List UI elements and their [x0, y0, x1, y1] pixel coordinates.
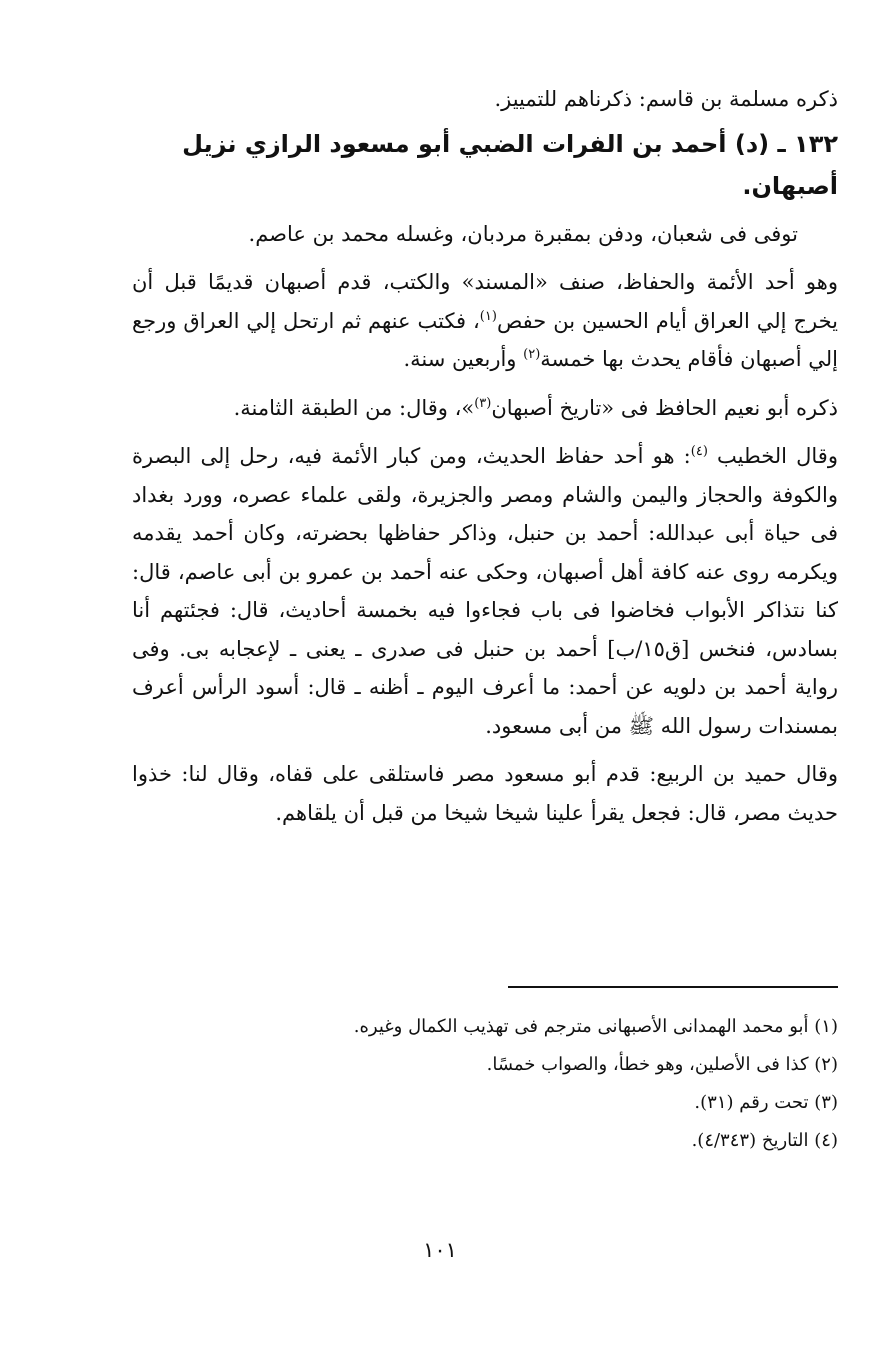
footnotes	[132, 1008, 838, 1160]
footnote-ref-4[interactable]: (٤)	[690, 444, 708, 459]
paragraph-abu-nuaym-part-1: ذكره أبو نعيم الحافظ فى «تاريخ أصبهان	[491, 395, 838, 420]
paragraph-death: توفى فى شعبان، ودفن بمقبرة مردبان، وغسله محمد بن عاصم.	[248, 221, 798, 246]
footnote-ref-3[interactable]: (٣)	[474, 395, 492, 411]
footnote-2: (٢) كذا فى الأصلين، وهو خطأ، والصواب خمسًا.	[486, 1054, 838, 1075]
footnote-4: (٤) التاريخ (٤/٣٤٣).	[691, 1130, 838, 1151]
main-text	[132, 80, 838, 842]
footnote-ref-1[interactable]: (١)	[479, 308, 497, 324]
entry-heading: ١٣٢ ـ (د) أحمد بن الفرات الضبي أبو مسعود الرازي نزيل أصبهان.	[182, 129, 838, 200]
paragraph-khatib-part-1: وقال الخطيب	[707, 444, 838, 468]
paragraph-biography-part-1: وهو أحد الأئمة والحفاظ، صنف «المسند» والكتب، قدم أصبهان قديمًا قبل أن يخرج إلي العراق أيام الحسين بن حفص	[132, 270, 838, 333]
footnote-divider	[508, 986, 838, 988]
paragraph-khatib	[132, 437, 838, 745]
page-number: ١٠١	[423, 1238, 457, 1262]
paragraph-biography-part-3: وأربعين سنة.	[403, 347, 524, 371]
opening-line: ذكره مسلمة بن قاسم: ذكرناهم للتمييز.	[494, 87, 838, 111]
paragraph-humayd: وقال حميد بن الربيع: قدم أبو مسعود مصر فاستلقى على قفاه، وقال لنا: خذوا حديث مصر، قال: فجعل يقرأ علينا شيخا شيخا من قبل أن يلقاهم.	[132, 762, 838, 825]
paragraph-abu-nuaym-part-2: »، وقال: من الطبقة الثامنة.	[233, 395, 475, 420]
paragraph-khatib-part-2: : هو أحد حفاظ الحديث، ومن كبار الأئمة فيه، رحل إلى البصرة والكوفة والحجاز واليمن والشام ومصر والجزيرة، ولقى علماء عصره، وورد بغداد فى حياة أبى عبدالله: أحمد بن حنبل، وذاكر حفاظها بحضرته، وكان أحمد يقدمه ويكرمه روى عنه كافة أهل أصبهان، وحكى عنه أحمد بن عمرو بن أبى عاصم، قال: كنا نتذاكر الأبواب فخاضوا فى باب فجاءوا فيه بخمسة أحاديث، قال: فجئتهم أنا بسادس، فنخس [ق١٥/ب] أحمد بن حنبل فى صدرى ـ يعنى ـ لإعجابه بى. وفى رواية أحمد بن دلويه عن أحمد: ما أعرف اليوم ـ أظنه ـ قال: أسود الرأس أعرف بمسندات رسول الله ﷺ من أبى مسعود.	[132, 444, 838, 738]
footnote-ref-2[interactable]: (٢)	[523, 347, 541, 362]
paragraph-abu-nuaym	[132, 389, 838, 428]
paragraph-biography-part-2: ، فكتب عنهم ثم ارتحل إلي العراق ورجع إلي أصبهان فأقام يحدث بها خمسة	[132, 308, 838, 371]
paragraph-biography	[132, 263, 838, 379]
footnote-3: (٣) تحت رقم (٣١).	[694, 1092, 838, 1113]
footnote-1: (١) أبو محمد الهمدانى الأصبهانى مترجم فى تهذيب الكمال وغيره.	[353, 1016, 838, 1037]
